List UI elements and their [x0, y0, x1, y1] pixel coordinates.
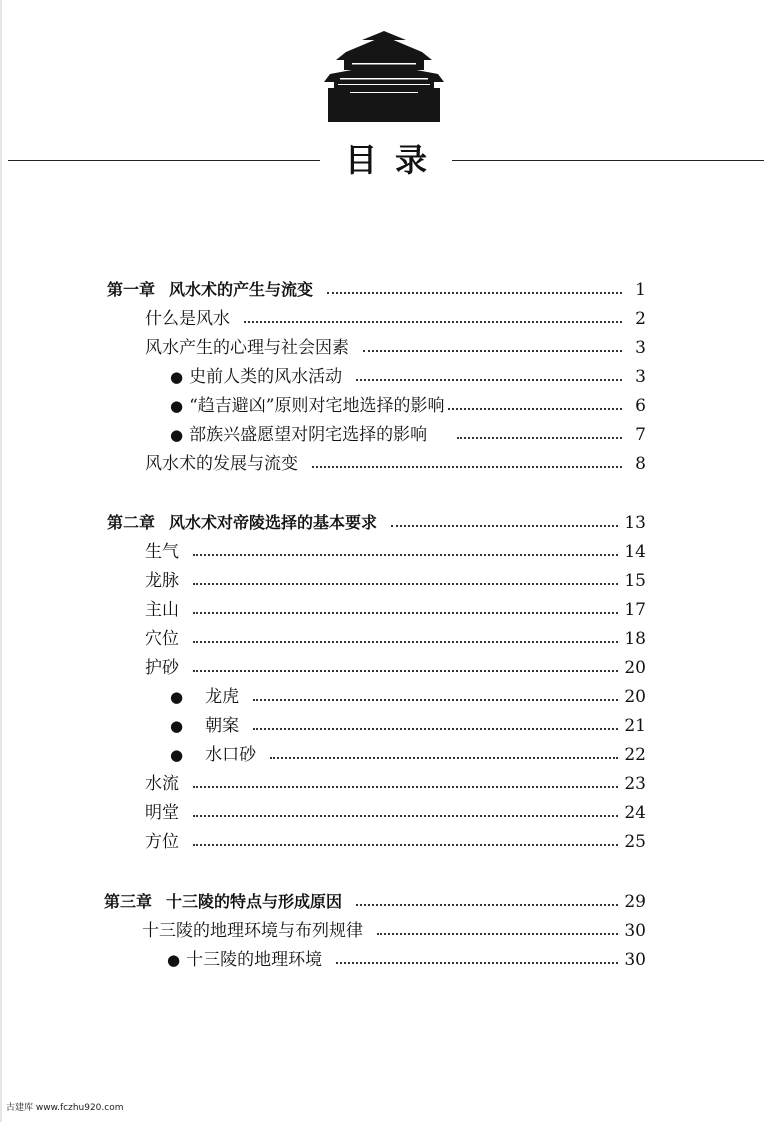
page-number: 2 — [635, 309, 646, 329]
toc-entry-title: 龙脉 — [145, 571, 179, 591]
page-number: 23 — [624, 774, 646, 794]
toc-subentry[interactable] — [170, 392, 646, 420]
toc-entry-title: 风水术的产生与流变 — [169, 280, 314, 299]
page-number: 8 — [635, 454, 646, 474]
toc-entry-title: 什么是风水 — [145, 309, 230, 329]
page-number: 22 — [624, 745, 646, 765]
page-title: 目录 — [344, 141, 445, 179]
toc-title-row — [0, 135, 776, 185]
toc-entry[interactable] — [145, 654, 646, 682]
toc-entry[interactable] — [145, 770, 646, 798]
leader-dots — [193, 641, 618, 643]
page-number: 6 — [635, 396, 646, 416]
toc-subentry[interactable] — [170, 421, 646, 449]
toc-entry[interactable] — [145, 305, 646, 333]
leader-dots — [391, 525, 618, 527]
toc-subentry[interactable] — [170, 683, 646, 711]
leader-dots — [356, 379, 622, 381]
page-number: 30 — [624, 950, 646, 970]
page-number: 20 — [624, 658, 646, 678]
chapter-number: 第三章 — [104, 892, 153, 911]
toc-entry-title: 风水产生的心理与社会因素 — [145, 338, 349, 358]
bullet-icon: ● — [167, 951, 181, 969]
toc-entry-title: 龙虎 — [205, 687, 240, 707]
toc-entry[interactable] — [145, 567, 646, 595]
leader-dots — [377, 933, 618, 935]
page-number: 3 — [635, 367, 646, 387]
toc-entry-title: 水流 — [145, 774, 179, 794]
bullet-icon: ● — [170, 746, 184, 764]
toc-entry-title: 水口砂 — [205, 745, 257, 765]
toc-entry[interactable] — [145, 799, 646, 827]
page-number: 25 — [624, 832, 646, 852]
bullet-icon: ● — [170, 688, 184, 706]
palace-gate-emblem-icon — [322, 30, 446, 122]
toc-entry[interactable] — [145, 828, 646, 856]
page-number: 18 — [624, 629, 646, 649]
bullet-icon: ● — [170, 717, 184, 735]
toc-entry[interactable] — [145, 625, 646, 653]
page-number: 24 — [624, 803, 646, 823]
page-number: 21 — [624, 716, 646, 736]
page-number: 13 — [624, 513, 646, 533]
toc-entry[interactable] — [145, 450, 646, 478]
page-number: 29 — [624, 892, 646, 912]
toc-subentry[interactable] — [170, 363, 646, 391]
toc-subentry[interactable] — [170, 741, 646, 769]
leader-dots — [193, 786, 618, 788]
toc-entry-title: 风水术对帝陵选择的基本要求 — [169, 513, 378, 532]
bullet-icon: ● — [170, 368, 184, 386]
toc-entry-title: 方位 — [145, 832, 179, 852]
toc-entry-title: “趋吉避凶”原则对宅地选择的影响 — [189, 396, 445, 416]
chapter-number: 第一章 — [107, 280, 156, 299]
leader-dots — [253, 728, 618, 730]
title-rule-left — [8, 160, 320, 161]
bullet-icon: ● — [170, 397, 184, 415]
toc-chapter-3[interactable] — [104, 888, 646, 916]
leader-dots — [448, 408, 622, 410]
toc-entry[interactable] — [145, 334, 646, 362]
toc-entry-title: 明堂 — [145, 803, 179, 823]
page-number: 30 — [624, 921, 646, 941]
toc-entry-title: 十三陵的特点与形成原因 — [166, 892, 343, 911]
toc-entry-title: 生气 — [145, 542, 179, 562]
leader-dots — [270, 757, 618, 759]
leader-dots — [193, 844, 618, 846]
bullet-icon: ● — [170, 426, 184, 444]
toc-entry-title: 十三陵的地理环境与布列规律 — [142, 921, 363, 941]
page-number: 20 — [624, 687, 646, 707]
page-number: 14 — [624, 542, 646, 562]
toc-chapter-1[interactable] — [107, 276, 646, 304]
toc-entry[interactable] — [145, 538, 646, 566]
toc-entry-title: 穴位 — [145, 629, 179, 649]
title-rule-right — [452, 160, 764, 161]
leader-dots — [193, 670, 618, 672]
leader-dots — [327, 292, 622, 294]
leader-dots — [244, 321, 622, 323]
leader-dots — [193, 583, 618, 585]
toc-subentry[interactable] — [167, 946, 646, 974]
leader-dots — [193, 815, 618, 817]
toc-entry-title: 十三陵的地理环境 — [186, 950, 323, 970]
toc-entry-title: 护砂 — [145, 658, 179, 678]
page-number: 3 — [635, 338, 646, 358]
toc-subentry[interactable] — [170, 712, 646, 740]
page-number: 15 — [624, 571, 646, 591]
leader-dots — [193, 612, 618, 614]
leader-dots — [457, 437, 622, 439]
leader-dots — [336, 962, 618, 964]
toc-entry-title: 主山 — [145, 600, 179, 620]
toc-entry-title: 史前人类的风水活动 — [189, 367, 343, 387]
page-number: 1 — [635, 280, 646, 300]
leader-dots — [363, 350, 622, 352]
chapter-number: 第二章 — [107, 513, 156, 532]
leader-dots — [356, 904, 618, 906]
page-number: 17 — [624, 600, 646, 620]
toc-entry-title: 朝案 — [205, 716, 240, 736]
toc-entry-title: 部族兴盛愿望对阴宅选择的影响 — [189, 425, 428, 445]
toc-entry-title: 风水术的发展与流变 — [145, 454, 298, 474]
toc-entry[interactable] — [145, 596, 646, 624]
leader-dots — [312, 466, 622, 468]
page-number: 7 — [635, 425, 646, 445]
toc-entry[interactable] — [142, 917, 646, 945]
toc-chapter-2[interactable] — [107, 509, 646, 537]
leader-dots — [253, 699, 618, 701]
watermark-footer: 古建库 www.fczhu920.com — [6, 1103, 124, 1113]
leader-dots — [193, 554, 618, 556]
